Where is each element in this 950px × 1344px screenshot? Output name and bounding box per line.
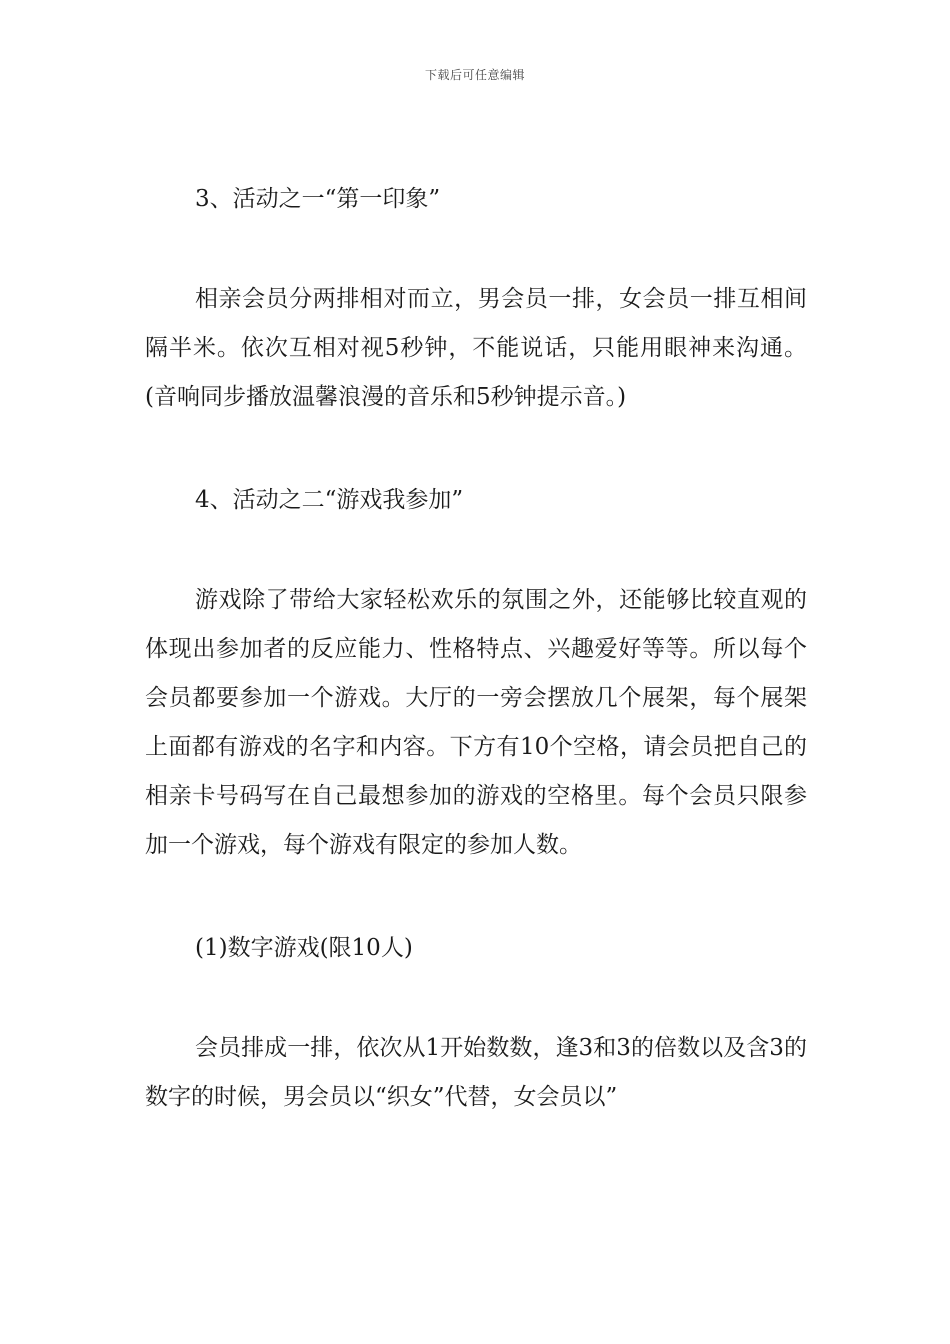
- paragraph-game-description: 游戏除了带给大家轻松欢乐的氛围之外，还能够比较直观的体现出参加者的反应能力、性格特点、兴趣爱好等等。所以每个会员都要参加一个游戏。大厅的一旁会摆放几个展架，每个展架上面都有游戏的名字和内容。下方有10个空格，请会员把自己的相亲卡号码写在自己最想参加的游戏的空格里。每个会员只限参加一个游戏，每个游戏有限定的参加人数。: [145, 587, 807, 858]
- paragraph-first-impression: 相亲会员分两排相对而立，男会员一排，女会员一排互相间隔半米。依次互相对视5秒钟，不能说话，只能用眼神来沟通。(音响同步播放温馨浪漫的音乐和5秒钟提示音。): [145, 286, 807, 410]
- section-heading-activity-2: 4、活动之二“游戏我参加”: [195, 487, 464, 513]
- document-body: [145, 180, 807, 1122]
- page-header: 下载后可任意编辑: [424, 68, 525, 82]
- subsection-heading-number-game: (1)数字游戏(限10人): [195, 935, 413, 961]
- paragraph-number-game-rules: 会员排成一排，依次从1开始数数，逢3和3的倍数以及含3的数字的时候，男会员以“织女”代替，女会员以”: [145, 1035, 807, 1110]
- section-heading-activity-1: 3、活动之一“第一印象”: [195, 186, 441, 212]
